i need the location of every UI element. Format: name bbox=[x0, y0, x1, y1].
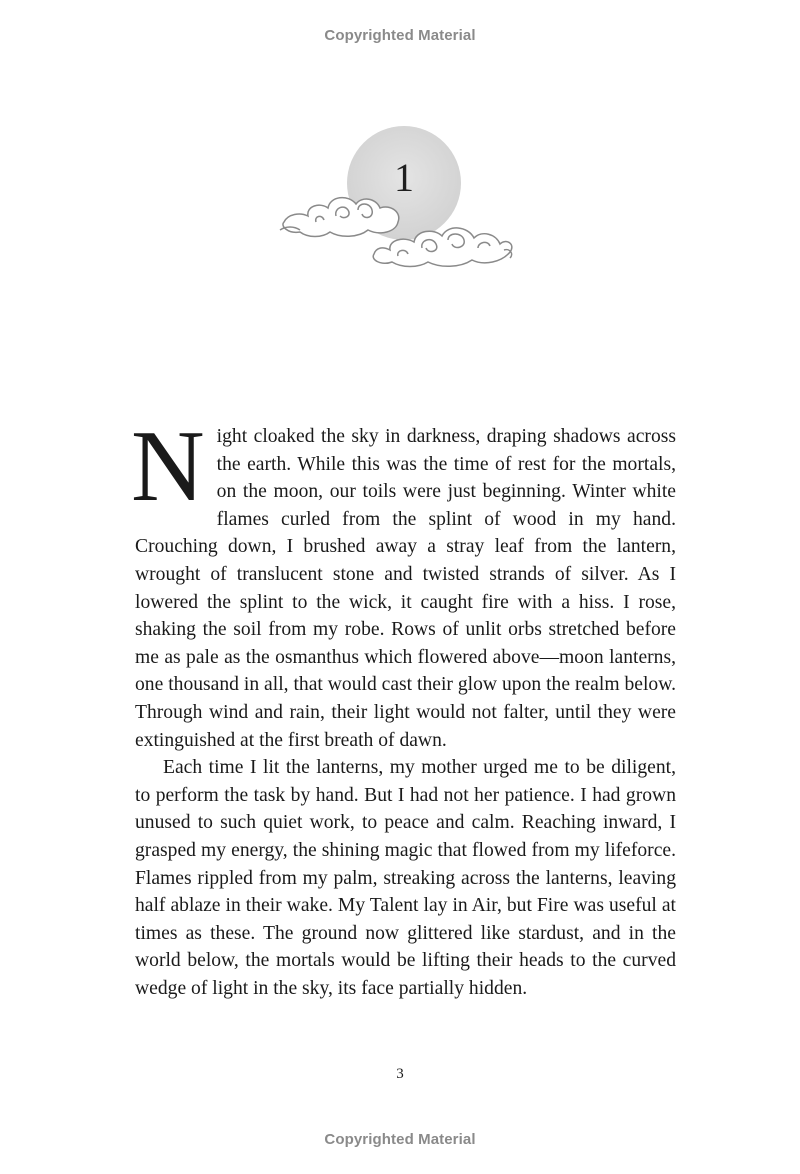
page-number: 3 bbox=[396, 1066, 404, 1082]
chapter-body bbox=[131, 410, 676, 1002]
chapter-heading-ornament bbox=[278, 126, 518, 271]
copyright-watermark-bottom: Copyrighted Material bbox=[324, 1131, 476, 1148]
paragraph-1-text: ight cloaked the sky in darkness, draping shadows across the earth. While this was the time of rest for the mortals, on the moon, our toils were just beginning. Winter white flames curled from the splint of wood in my hand. Crouching down, I brushed away a stray leaf from the lantern, wrought of translucent stone and twisted strands of silver. As I lowered the splint to the wick, it caught fire with a hiss. I rose, shaking the soil from my robe. Rows of unlit orbs stretched before me as pale as the osmanthus which flowered above—moon lanterns, one thousand in all, that would cast their glow upon the realm below. Through wind and rain, their light would not falter, until they were extinguished at the first breath of dawn. bbox=[135, 426, 676, 751]
drop-cap: N bbox=[131, 410, 205, 523]
paragraph-1 bbox=[131, 410, 676, 754]
paragraph-2: Each time I lit the lanterns, my mother urged me to be diligent, to perform the task by hand. But I had not her patience. I had grown unused to such quiet work, to peace and calm. Reaching inward, I grasped my energy, the shining magic that flowed from my lifeforce. Flames rippled from my palm, streaking across the lanterns, leaving half ablaze in their wake. My Talent lay in Air, but Fire was useful at times as these. The ground now glittered like stardust, and in the world below, the mortals would be lifting their heads to the curved wedge of light in the sky, its face partially hidden. bbox=[135, 757, 676, 999]
copyright-watermark-top: Copyrighted Material bbox=[324, 27, 476, 44]
chapter-number: 1 bbox=[394, 155, 414, 200]
